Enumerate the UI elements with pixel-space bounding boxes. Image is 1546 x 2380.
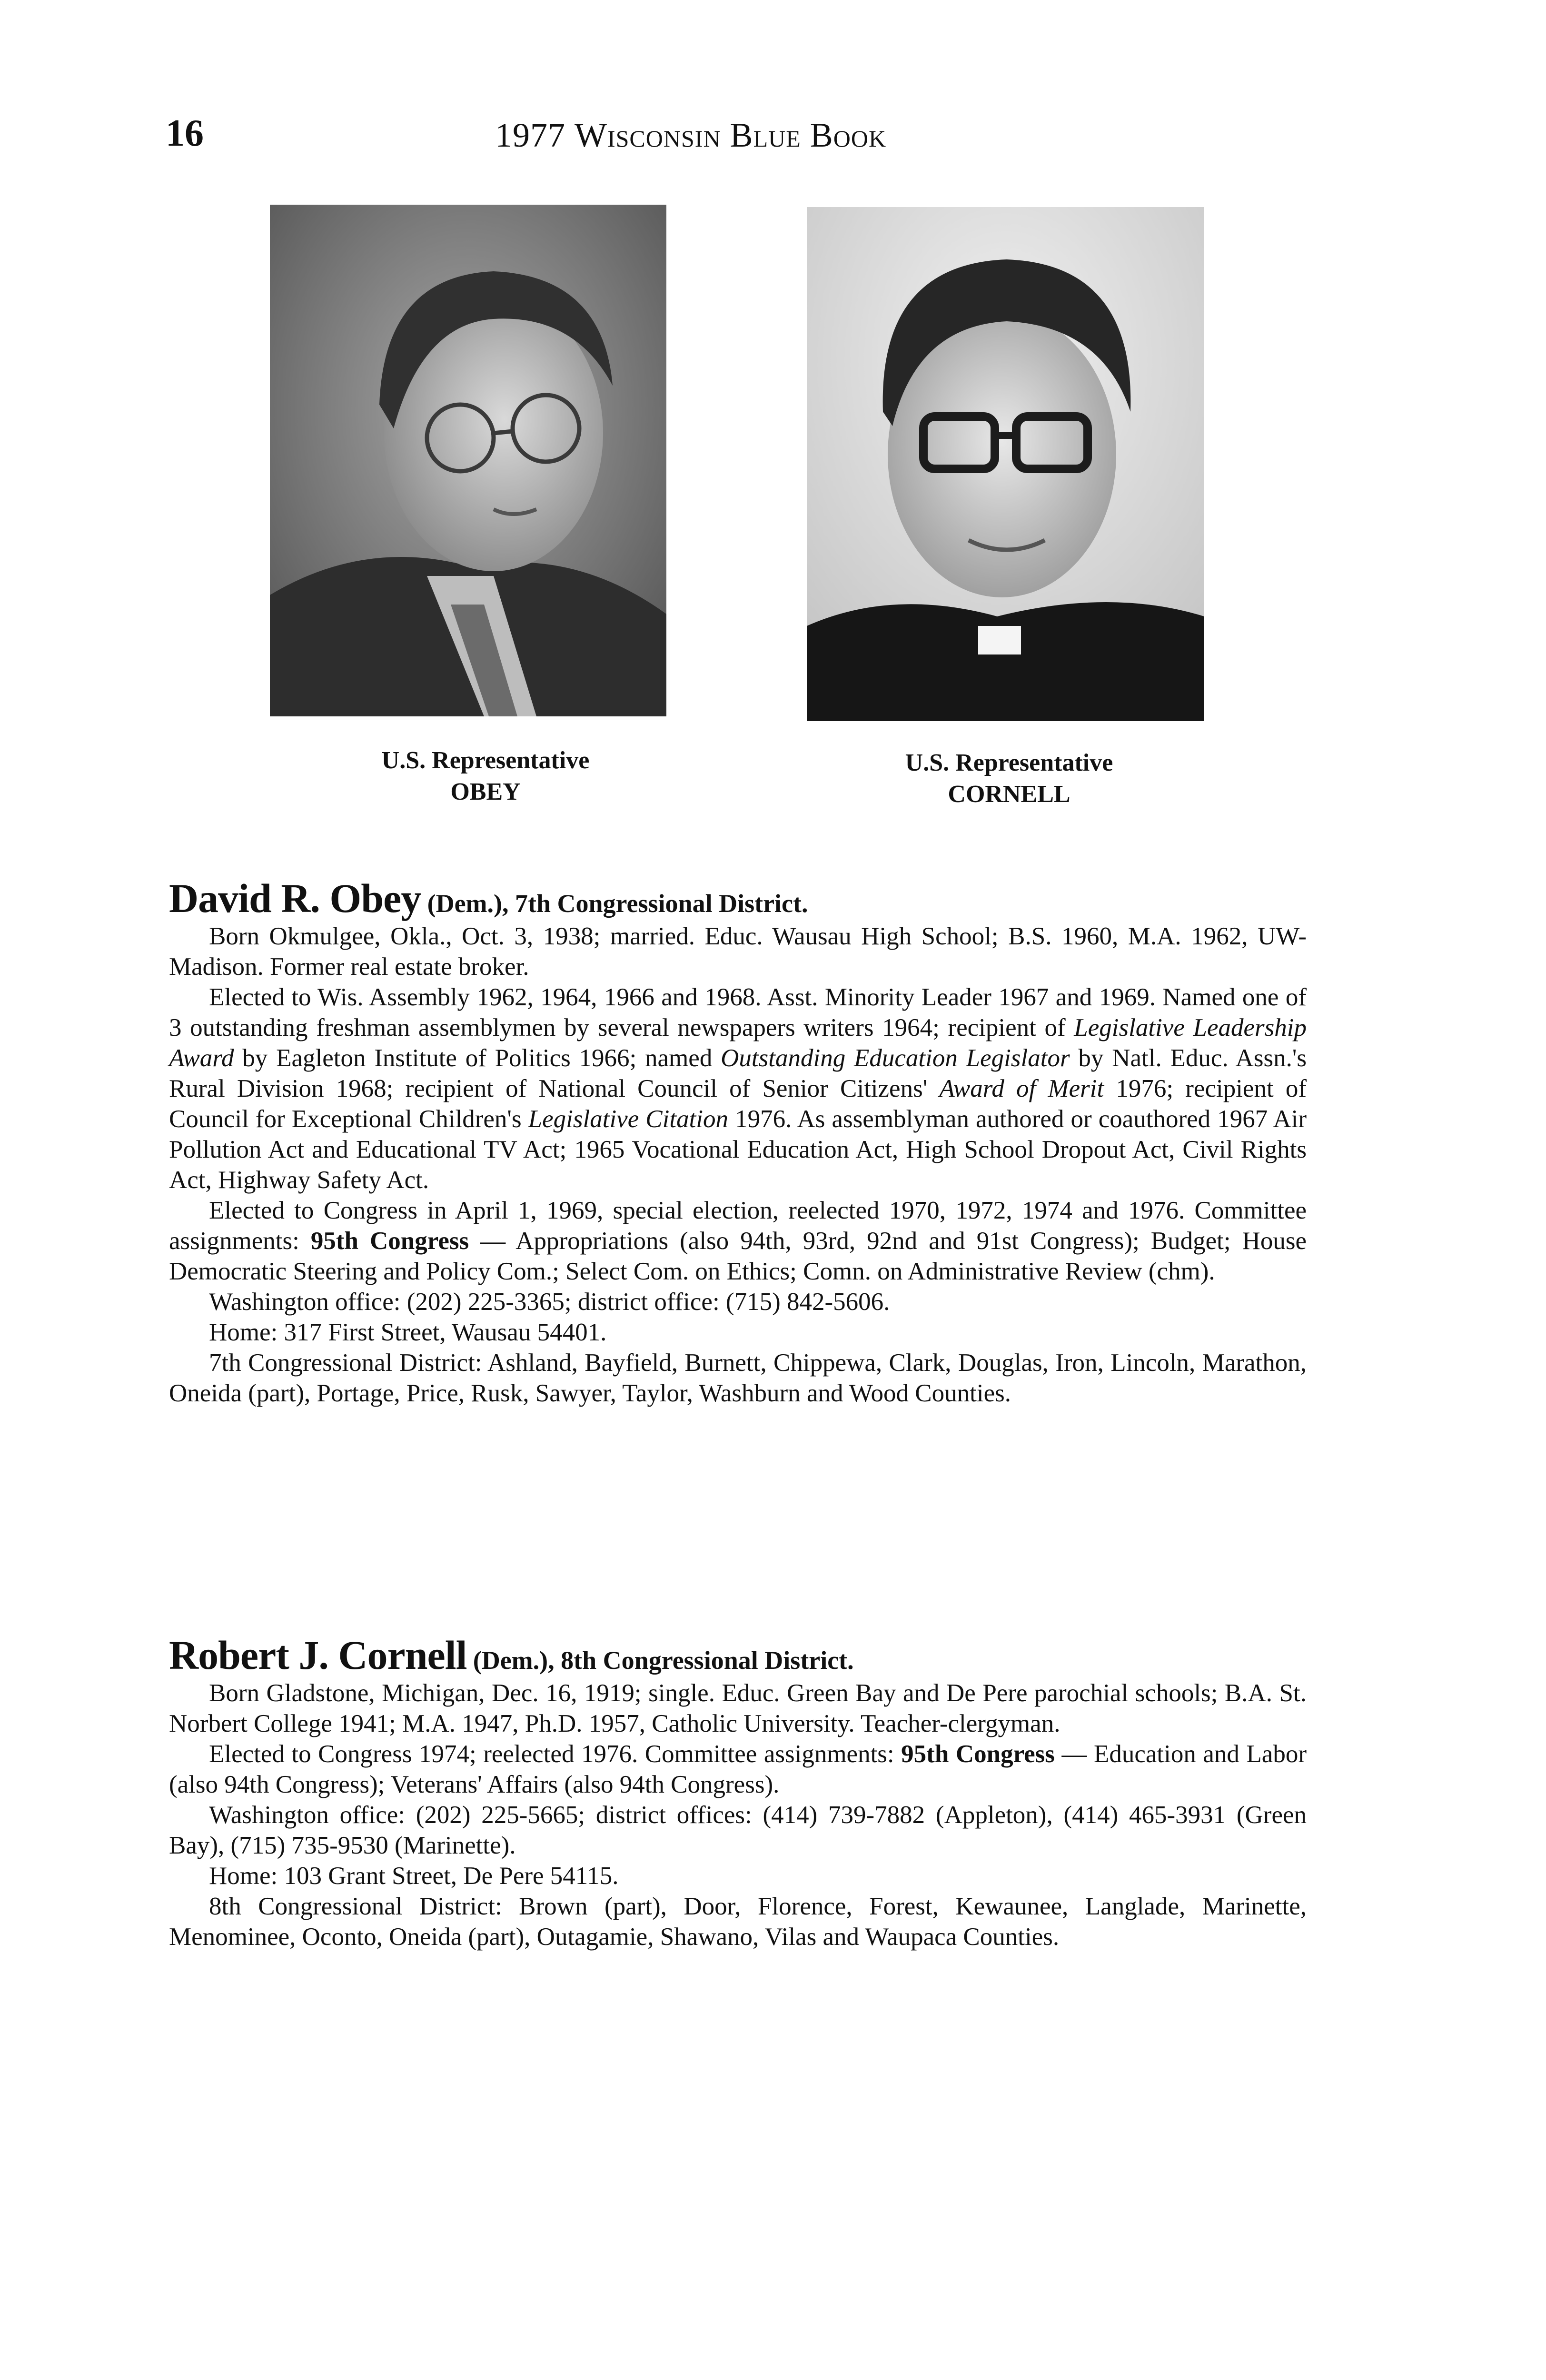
page-number: 16 (166, 112, 204, 154)
bio-district-counties: 7th Congressional District: Ashland, Bayfield, Burnett, Chippewa, Clark, Douglas, Iron, Lincoln, Marathon, Oneida (part), Portage, Price, Rusk, Sawyer, Taylor, Washburn and Wood Counties. (169, 1349, 1307, 1407)
award-of-merit: Award of Merit (939, 1075, 1104, 1102)
portrait-cornell-image (807, 207, 1204, 721)
running-head (495, 116, 886, 155)
running-head-year: 1977 (495, 116, 565, 154)
bio-heading: Robert J. Cornell (Dem.), 8th Congressional District. (169, 1632, 854, 1678)
biography-cornell (169, 1632, 1307, 1952)
bio-heading: David R. Obey (Dem.), 7th Congressional District. (169, 875, 808, 921)
caption-name: CORNELL (948, 781, 1070, 808)
bio-home-address: Home: 317 First Street, Wausau 54401. (209, 1319, 607, 1346)
portrait-photo-cornell (807, 207, 1204, 721)
bio-birth-education: Born Okmulgee, Okla., Oct. 3, 1938; married. Educ. Wausau High School; B.S. 1960, M.A. 1962, UW-Madison. Former real estate broker. (169, 922, 1307, 981)
caption-title: U.S. Representative (905, 749, 1113, 776)
district-label: 7th Congressional District. (515, 889, 808, 918)
bio-home-address: Home: 103 Grant Street, De Pere 54115. (209, 1862, 619, 1890)
party-affiliation: (Dem.) (427, 889, 503, 918)
portrait-obey-image (270, 205, 666, 716)
award-legislative-leadership: Legislative Leadership Award (169, 1014, 1307, 1072)
award-outstanding-education-legislator: Outstanding Education Legislator (721, 1044, 1070, 1072)
portrait-photo-obey (270, 205, 666, 716)
caption-name: OBEY (450, 778, 521, 805)
bio-district-counties: 8th Congressional District: Brown (part), Door, Florence, Forest, Kewaunee, Langlade, Marinette, Menominee, Oconto, Oneida (part), Outagamie, Shawano, Vilas and Waupaca Counties. (169, 1893, 1307, 1951)
congress-session: 95th Congress (901, 1740, 1055, 1768)
caption-title: U.S. Representative (381, 747, 590, 774)
photo-caption-cornell (847, 747, 1171, 810)
member-name: Robert J. Cornell (169, 1632, 467, 1678)
district-label: 8th Congressional District. (561, 1646, 854, 1675)
running-head-title: Wisconsin Blue Book (575, 116, 887, 154)
bio-offices: Washington office: (202) 225-5665; district offices: (414) 739-7882 (Appleton), (414) 465-3931 (Green Bay), (715) 735-9530 (Marinette). (169, 1801, 1307, 1859)
member-name: David R. Obey (169, 875, 421, 921)
bio-legislative-career: Elected to Wis. Assembly 1962, 1964, 1966 and 1968. Asst. Minority Leader 1967 and 1969. Named one of 3 outstanding freshman assemblymen by several newspapers writers 1964; recipient of Legislative Leadership Award by Eagleton Institute of Politics 1966; named Outstanding Education Legislator by Natl. Educ. Assn.'s Rural Division 1968; recipient of National Council of Senior Citizens' Award of Merit 1976; recipient of Council for Exceptional Children's Legislative Citation 1976. As assemblyman authored or coauthored 1967 Air Pollution Act and Educational TV Act; 1965 Vocational Education Act, High School Dropout Act, Civil Rights Act, Highway Safety Act. (169, 983, 1307, 1194)
award-legislative-citation: Legislative Citation (528, 1105, 729, 1133)
biography-obey (169, 875, 1307, 1408)
party-affiliation: (Dem.) (473, 1646, 548, 1675)
page-header (0, 112, 1546, 169)
bio-congress-service: Elected to Congress 1974; reelected 1976. Committee assignments: 95th Congress — Education and Labor (also 94th Congress); Veterans' Affairs (also 94th Congress). (169, 1740, 1307, 1798)
photo-caption-obey (333, 745, 638, 808)
congress-session: 95th Congress (310, 1227, 469, 1255)
bio-birth-education: Born Gladstone, Michigan, Dec. 16, 1919; single. Educ. Green Bay and De Pere parochial schools; B.A. St. Norbert College 1941; M.A. 1947, Ph.D. 1957, Catholic University. Teacher-clergyman. (169, 1679, 1307, 1737)
bio-offices: Washington office: (202) 225-3365; district office: (715) 842-5606. (209, 1288, 890, 1316)
bio-congress-service: Elected to Congress in April 1, 1969, special election, reelected 1970, 1972, 1974 and 1976. Committee assignments: 95th Congress — Appropriations (also 94th, 93rd, 92nd and 91st Congress); Budget; House Democratic Steering and Policy Com.; Select Com. on Ethics; Comn. on Administrative Review (chm). (169, 1197, 1307, 1285)
